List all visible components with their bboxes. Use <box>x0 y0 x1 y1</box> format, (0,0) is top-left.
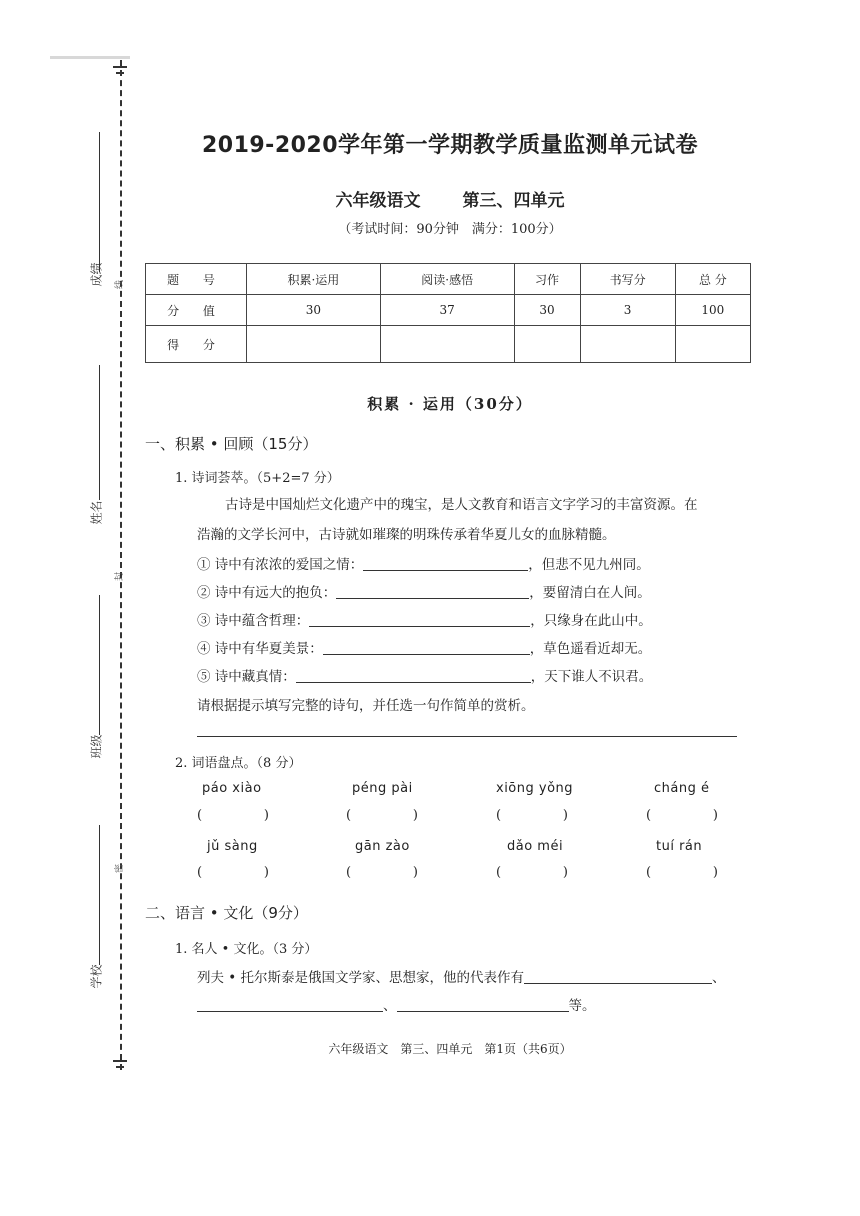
table-cell: 3 <box>580 295 675 326</box>
poem-item <box>197 609 652 629</box>
binding-dashed-line <box>120 60 122 1070</box>
table-cell: 阅读·感悟 <box>380 264 514 295</box>
separator: 、 <box>383 998 397 1014</box>
pinyin-word: páo xiào <box>202 781 262 796</box>
paren-close: ) <box>712 865 718 880</box>
margin-tick <box>116 1066 124 1068</box>
end-text: 等。 <box>568 998 596 1014</box>
table-cell: 30 <box>514 295 580 326</box>
poem-tail: ，要留清白在人间。 <box>529 585 651 601</box>
answer-paren[interactable] <box>646 865 718 880</box>
part2-q1-label: 1. 名人 • 文化。（3 分） <box>175 942 318 957</box>
paren-open: ( <box>496 808 502 823</box>
exam-subtitle <box>140 186 760 211</box>
poem-tail: ，草色遥看近却无。 <box>529 641 652 657</box>
answer-paren[interactable] <box>197 808 269 823</box>
margin-tick <box>116 72 124 74</box>
table-cell: 100 <box>675 295 750 326</box>
paren-open: ( <box>646 808 652 823</box>
pinyin-word: péng pài <box>352 781 413 796</box>
tolstoy-question-cont <box>197 994 596 1014</box>
scan-artifact <box>50 56 130 59</box>
answer-paren[interactable] <box>197 865 269 880</box>
pinyin-word: gān zào <box>355 839 410 854</box>
margin-label-name: 姓名 <box>89 500 104 525</box>
score-entry-cell[interactable] <box>514 326 580 363</box>
table-row <box>146 295 751 326</box>
score-entry-cell[interactable] <box>380 326 514 363</box>
answer-paren[interactable] <box>496 865 568 880</box>
poem-item <box>197 553 650 573</box>
intro-line: 古诗是中国灿烂文化遗产中的瑰宝，是人文教育和语言文字学习的丰富资源。在 <box>225 497 698 513</box>
table-cell: 37 <box>380 295 514 326</box>
poem-prompt: ① 诗中有浓浓的爱国之情： <box>197 557 364 573</box>
answer-paren[interactable] <box>496 808 568 823</box>
margin-tick <box>113 66 127 68</box>
pinyin-word: cháng é <box>654 781 710 796</box>
part2-heading: 二、语言 • 文化（9分） <box>145 904 308 922</box>
answer-paren[interactable] <box>346 865 418 880</box>
paren-close: ) <box>412 808 418 823</box>
paren-close: ) <box>263 808 269 823</box>
answer-blank[interactable] <box>309 612 530 627</box>
poem-tail: ，但悲不见九州同。 <box>528 557 650 573</box>
seal-mark-secret: 密 <box>115 863 126 874</box>
paren-open: ( <box>197 808 203 823</box>
table-cell: 积累·运用 <box>247 264 381 295</box>
name-fill-line <box>99 365 100 500</box>
table-cell: 书写分 <box>580 264 675 295</box>
margin-tick <box>113 1060 127 1062</box>
score-table <box>145 263 751 363</box>
tolstoy-question <box>197 966 726 986</box>
answer-blank[interactable] <box>336 584 529 599</box>
paren-open: ( <box>646 865 652 880</box>
paren-open: ( <box>346 808 352 823</box>
pinyin-word: jǔ sàng <box>207 839 258 854</box>
answer-blank[interactable] <box>323 640 530 655</box>
answer-blank[interactable] <box>363 556 528 571</box>
poem-tail: ，只缘身在此山中。 <box>530 613 652 629</box>
poem-item <box>197 637 651 657</box>
appreciation-answer-line[interactable] <box>197 736 737 737</box>
seal-mark-seal: 封 <box>115 571 126 582</box>
paren-close: ) <box>562 808 568 823</box>
section-heading: 积累 · 运用（30分） <box>367 395 533 413</box>
table-row <box>146 264 751 295</box>
table-cell: 习作 <box>514 264 580 295</box>
q1-label: 1. 诗词荟萃。（5+2=7 分） <box>175 471 340 486</box>
pinyin-word: tuí rán <box>656 839 703 854</box>
exam-info: （考试时间：90分钟 满分：100分） <box>338 222 562 237</box>
separator: 、 <box>712 970 726 986</box>
paren-close: ) <box>562 865 568 880</box>
table-cell: 得 分 <box>146 326 247 363</box>
exam-title: 2019-2020学年第一学期教学质量监测单元试卷 <box>201 133 699 158</box>
q2-label: 2. 词语盘点。（8 分） <box>175 756 302 771</box>
table-cell: 分 值 <box>146 295 247 326</box>
units: 第三、四单元 <box>462 191 565 211</box>
table-row <box>146 326 751 363</box>
poem-prompt: ③ 诗中蕴含哲理： <box>197 613 310 629</box>
poem-prompt: ⑤ 诗中藏真情： <box>197 669 296 685</box>
margin-label-score: 成绩 <box>89 262 104 287</box>
intro-line: 浩瀚的文学长河中，古诗就如璀璨的明珠传承着华夏儿女的血脉精髓。 <box>197 527 616 543</box>
page-footer: 六年级语文 第三、四单元 第1页（共6页） <box>328 1042 572 1056</box>
class-fill-line <box>99 595 100 735</box>
answer-blank[interactable] <box>524 969 712 984</box>
paren-open: ( <box>197 865 203 880</box>
answer-blank[interactable] <box>296 668 531 683</box>
score-entry-cell[interactable] <box>247 326 381 363</box>
paren-open: ( <box>496 865 502 880</box>
margin-label-class: 班级 <box>89 734 104 759</box>
paren-open: ( <box>346 865 352 880</box>
paren-close: ) <box>263 865 269 880</box>
poem-tail: ，天下谁人不识君。 <box>530 669 653 685</box>
answer-paren[interactable] <box>346 808 418 823</box>
q1-intro <box>197 490 757 550</box>
table-cell: 30 <box>247 295 381 326</box>
table-cell: 题 号 <box>146 264 247 295</box>
answer-blank[interactable] <box>397 997 569 1012</box>
grade-subject: 六年级语文 <box>335 191 421 211</box>
question-text: 列夫 • 托尔斯泰是俄国文学家、思想家，他的代表作有 <box>197 970 525 986</box>
poem-prompt: ② 诗中有远大的抱负： <box>197 585 337 601</box>
school-fill-line <box>99 825 100 965</box>
pinyin-word: dǎo méi <box>507 839 564 854</box>
answer-blank[interactable] <box>197 997 383 1012</box>
poem-item <box>197 665 652 685</box>
poem-prompt: ④ 诗中有华夏美景： <box>197 641 323 657</box>
paren-close: ) <box>712 808 718 823</box>
score-fill-line <box>99 132 100 272</box>
score-entry-cell[interactable] <box>675 326 750 363</box>
score-entry-cell[interactable] <box>580 326 675 363</box>
q1-instruction: 请根据提示填写完整的诗句，并任选一句作简单的赏析。 <box>197 698 535 714</box>
paren-close: ) <box>412 865 418 880</box>
seal-mark-line: 线 <box>115 279 126 290</box>
margin-label-school: 学校 <box>89 964 104 989</box>
pinyin-word: xiōng yǒng <box>496 781 574 796</box>
part1-heading: 一、积累 • 回顾（15分） <box>145 435 318 453</box>
table-cell: 总 分 <box>675 264 750 295</box>
poem-item <box>197 581 651 601</box>
answer-paren[interactable] <box>646 808 718 823</box>
